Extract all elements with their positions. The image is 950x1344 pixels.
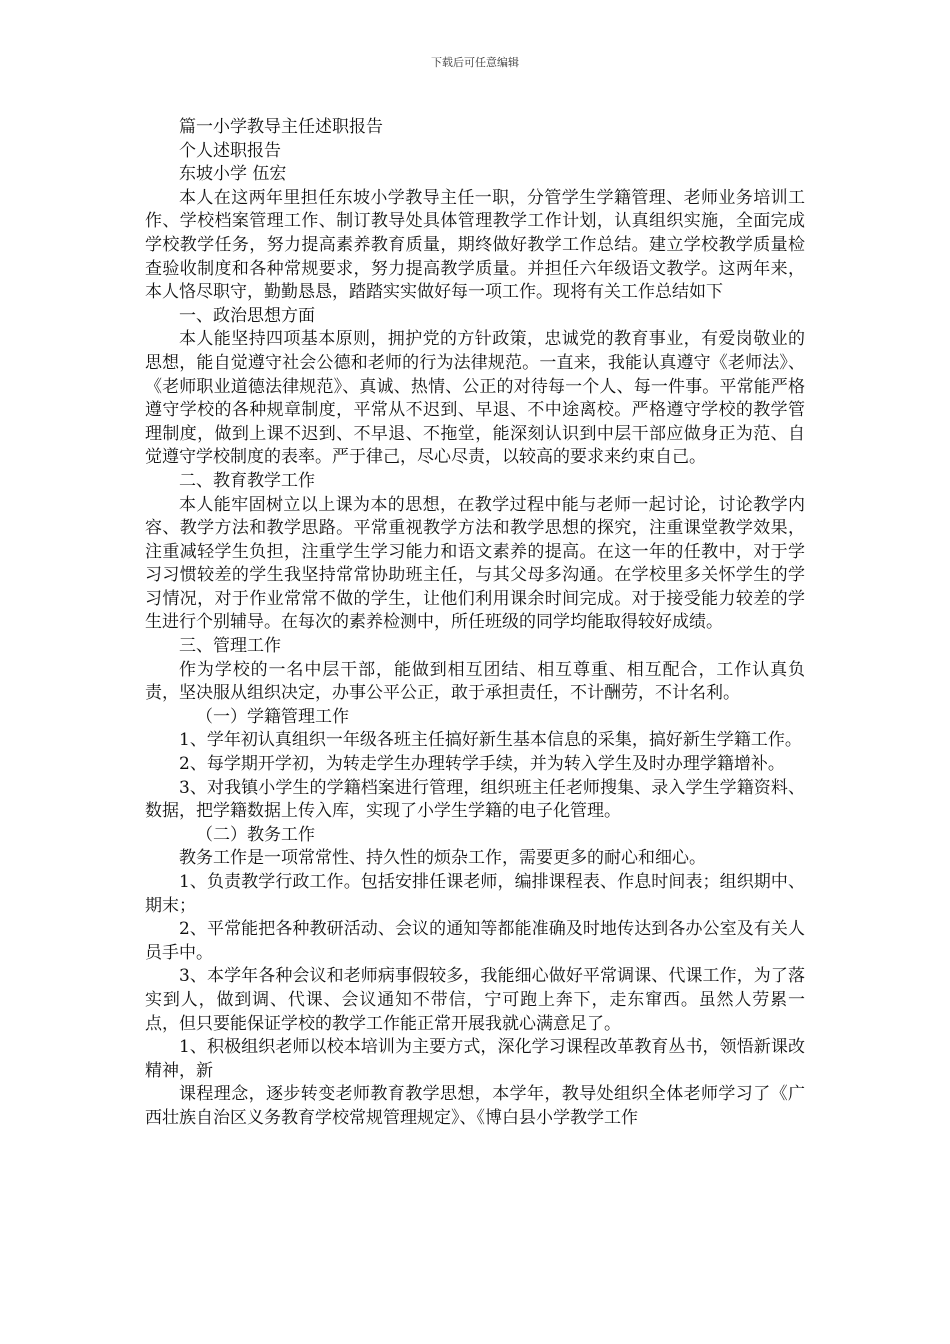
- body-paragraph: 本人能坚持四项基本原则，拥护党的方针政策，忠诚党的教育事业，有爱岗敬业的思想，能自觉遵守社会公德和老师的行为法律规范。一直来，我能认真遵守《老师法》、《老师职业道德法律规范》、真诚、热情、公正的对待每一个人、每一件事。平常能严格遵守学校的各种规章制度，平常从不迟到、早退、不中途离校。严格遵守学校的教学管理制度，做到上课不迟到、不早退、不拖堂，能深刻认识到中层干部应做身正为范、自觉遵守学校制度的表率。严于律己，尽心尽责，以较高的要求来约束自己。: [145, 329, 805, 468]
- list-item: 3、本学年各种会议和老师病事假较多，我能细心做好平常调课、代课工作，为了落实到人，做到调、代课、会议通知不带信，宁可跑上奔下，走东窜西。虽然人劳累一点，但只要能保证学校的教学工作能正常开展我就心满意足了。: [145, 966, 805, 1034]
- section-heading: 二、教育教学工作: [179, 470, 315, 491]
- intro-paragraph: 本人在这两年里担任东坡小学教导主任一职，分管学生学籍管理、老师业务培训工作、学校档案管理工作、制订教导处具体管理教学工作计划，认真组织实施，全面完成学校教学任务，努力提高素养教育质量，期终做好教学工作总结。建立学校教学质量检查验收制度和各种常规要求，努力提高教学质量。并担任六年级语文教学。这两年来，本人恪尽职守，勤勤恳恳，踏踏实实做好每一项工作。现将有关工作总结如下: [145, 187, 805, 303]
- section-heading: 一、政治思想方面: [179, 305, 315, 326]
- body-paragraph: 作为学校的一名中层干部，能做到相互团结、相互尊重、相互配合，工作认真负责，坚决服从组织决定，办事公平公正，敢于承担责任，不计酬劳，不计名利。: [145, 659, 805, 704]
- list-item: 2、每学期开学初，为转走学生办理转学手续，并为转入学生及时办理学籍增补。: [179, 754, 785, 775]
- list-item: 1、学年初认真组织一年级各班主任搞好新生基本信息的采集，搞好新生学籍工作。: [179, 730, 802, 751]
- list-item: 2、平常能把各种教研活动、会议的通知等都能准确及时地传达到各办公室及有关人员手中。: [145, 919, 805, 963]
- body-paragraph: 教务工作是一项常常性、持久性的烦杂工作，需要更多的耐心和细心。: [179, 848, 706, 869]
- list-item: 3、对我镇小学生的学籍档案进行管理，组织班主任老师搜集、录入学生学籍资料、数据，把学籍数据上传入库，实现了小学生学籍的电子化管理。: [145, 777, 805, 822]
- document-body: [145, 116, 805, 1131]
- subsection-heading: （二）教务工作: [196, 824, 315, 845]
- subsection-heading: （一）学籍管理工作: [196, 706, 349, 727]
- report-title: 个人述职报告: [179, 140, 281, 161]
- page-header: 下载后可任意编辑: [431, 56, 519, 69]
- section-heading: 三、管理工作: [179, 636, 281, 657]
- body-paragraph: 本人能牢固树立以上课为本的思想，在教学过程中能与老师一起讨论，讨论教学内容、教学方法和教学思路。平常重视教学方法和教学思想的探究，注重课堂教学效果，注重减轻学生负担，注重学生学习能力和语文素养的提高。在这一年的任教中，对于学习习惯较差的学生我坚持常常协助班主任，与其父母多沟通。在学校里多关怀学生的学习情况，对于作业常常不做的学生，让他们利用课余时间完成。对于接受能力较差的学生进行个别辅导。在每次的素养检测中，所任班级的同学均能取得较好成绩。: [145, 494, 805, 633]
- list-item: 1、积极组织老师以校本培训为主要方式，深化学习课程改革教育丛书，领悟新课改精神，新: [145, 1037, 805, 1081]
- author-line: 东坡小学 伍宏: [179, 164, 287, 185]
- list-item: 1、负责教学行政工作。包括安排任课老师，编排课程表、作息时间表；组织期中、期末；: [145, 872, 805, 916]
- article-title: 篇一小学教导主任述职报告: [179, 117, 383, 137]
- body-paragraph: 课程理念，逐步转变老师教育教学思想，本学年，教导处组织全体老师学习了《广西壮族自治区义务教育学校常规管理规定》、《博白县小学教学工作: [145, 1084, 805, 1128]
